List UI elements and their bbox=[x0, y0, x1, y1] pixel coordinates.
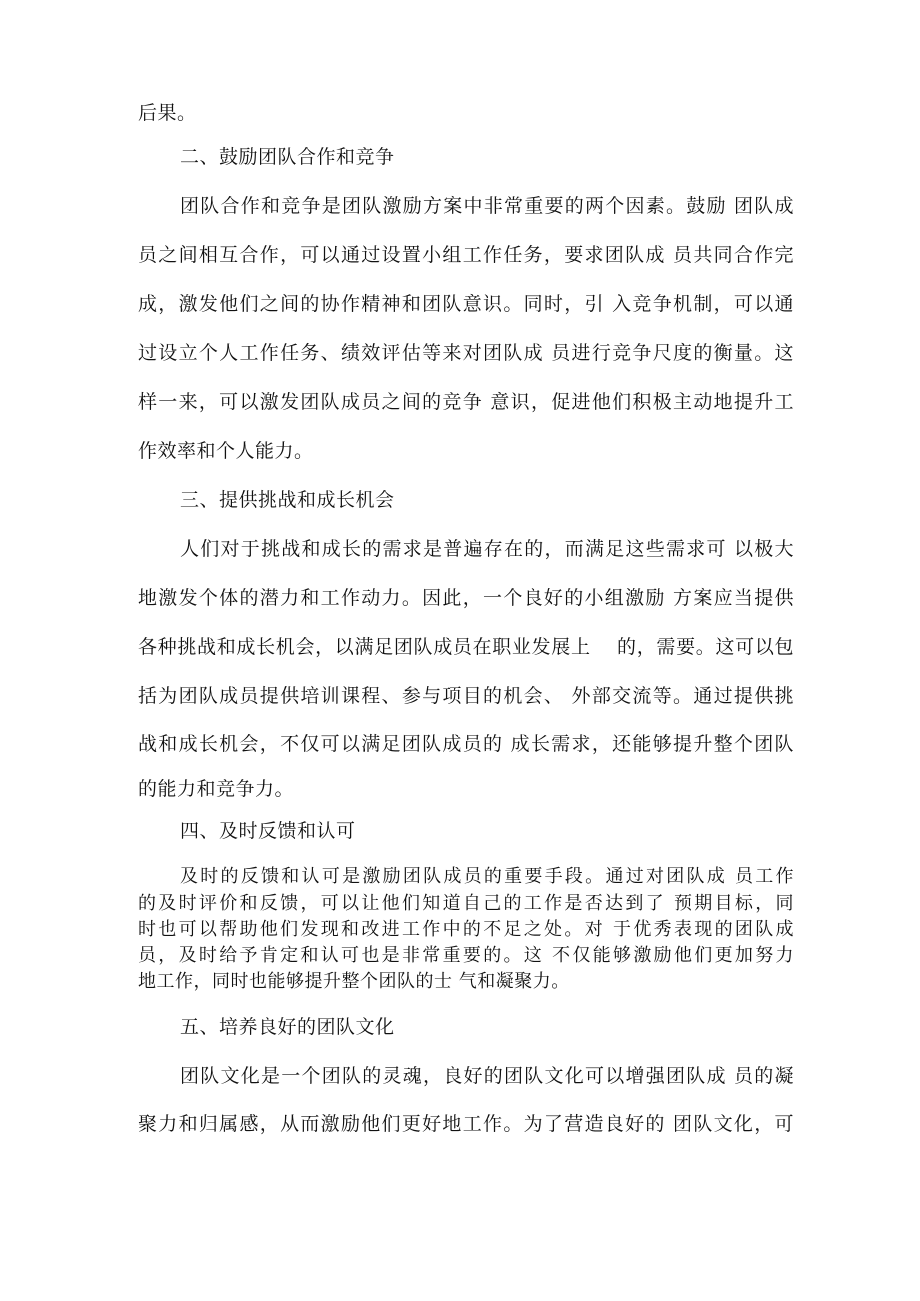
section-heading: 二、鼓励团队合作和竞争 bbox=[180, 146, 395, 168]
text-line: 地工作，同时也能够提升整个团队的士 气和凝聚力。 bbox=[138, 971, 570, 992]
section-heading: 三、提供挑战和成长机会 bbox=[180, 489, 395, 511]
text-line: 员，及时给予肯定和认可也是非常重要的。这 不仅能够激励他们更加努力 bbox=[138, 945, 794, 966]
text-line: 后果。 bbox=[138, 102, 197, 124]
section-heading: 五、培养良好的团队文化 bbox=[180, 1016, 395, 1038]
text-line: 各种挑战和成长机会，以满足团队成员在职业发展上 的，需要。这可以包 bbox=[138, 636, 794, 658]
text-line: 聚力和归属感，从而激励他们更好地工作。为了营造良好的 团队文化，可 bbox=[138, 1113, 794, 1135]
text-line: 及时的反馈和认可是激励团队成员的重要手段。通过对团队成 员工作 bbox=[180, 866, 794, 887]
text-line: 时也可以帮助他们发现和改进工作中的不足之处。对 于优秀表现的团队成 bbox=[138, 919, 794, 940]
text-line: 的能力和竞争力。 bbox=[138, 778, 295, 800]
text-line: 员之间相互合作，可以通过设置小组工作任务，要求团队成 员共同合作完 bbox=[138, 244, 794, 266]
text-line: 成，激发他们之间的协作精神和团队意识。同时，引 入竞争机制，可以通 bbox=[138, 293, 794, 315]
section-heading: 四、及时反馈和认可 bbox=[180, 820, 356, 842]
text-line: 人们对于挑战和成长的需求是普遍存在的，而满足这些需求可 以极大 bbox=[180, 538, 794, 560]
text-line: 团队合作和竞争是团队激励方案中非常重要的两个因素。鼓励 团队成 bbox=[180, 195, 794, 217]
text-line: 的及时评价和反馈，可以让他们知道自己的工作是否达到了 预期目标，同 bbox=[138, 893, 794, 914]
text-line: 团队文化是一个团队的灵魂，良好的团队文化可以增强团队成 员的凝 bbox=[180, 1065, 794, 1087]
text-line: 作效率和个人能力。 bbox=[138, 440, 314, 462]
text-line: 过设立个人工作任务、绩效评估等来对团队成 员进行竞争尺度的衡量。这 bbox=[138, 342, 794, 364]
text-line: 样一来，可以激发团队成员之间的竞争 意识，促进他们积极主动地提升工 bbox=[138, 391, 794, 413]
text-line: 战和成长机会，不仅可以满足团队成员的 成长需求，还能够提升整个团队 bbox=[138, 733, 794, 755]
text-line: 地激发个体的潜力和工作动力。因此，一个良好的小组激励 方案应当提供 bbox=[138, 587, 794, 609]
text-line: 括为团队成员提供培训课程、参与项目的机会、 外部交流等。通过提供挑 bbox=[138, 685, 794, 707]
